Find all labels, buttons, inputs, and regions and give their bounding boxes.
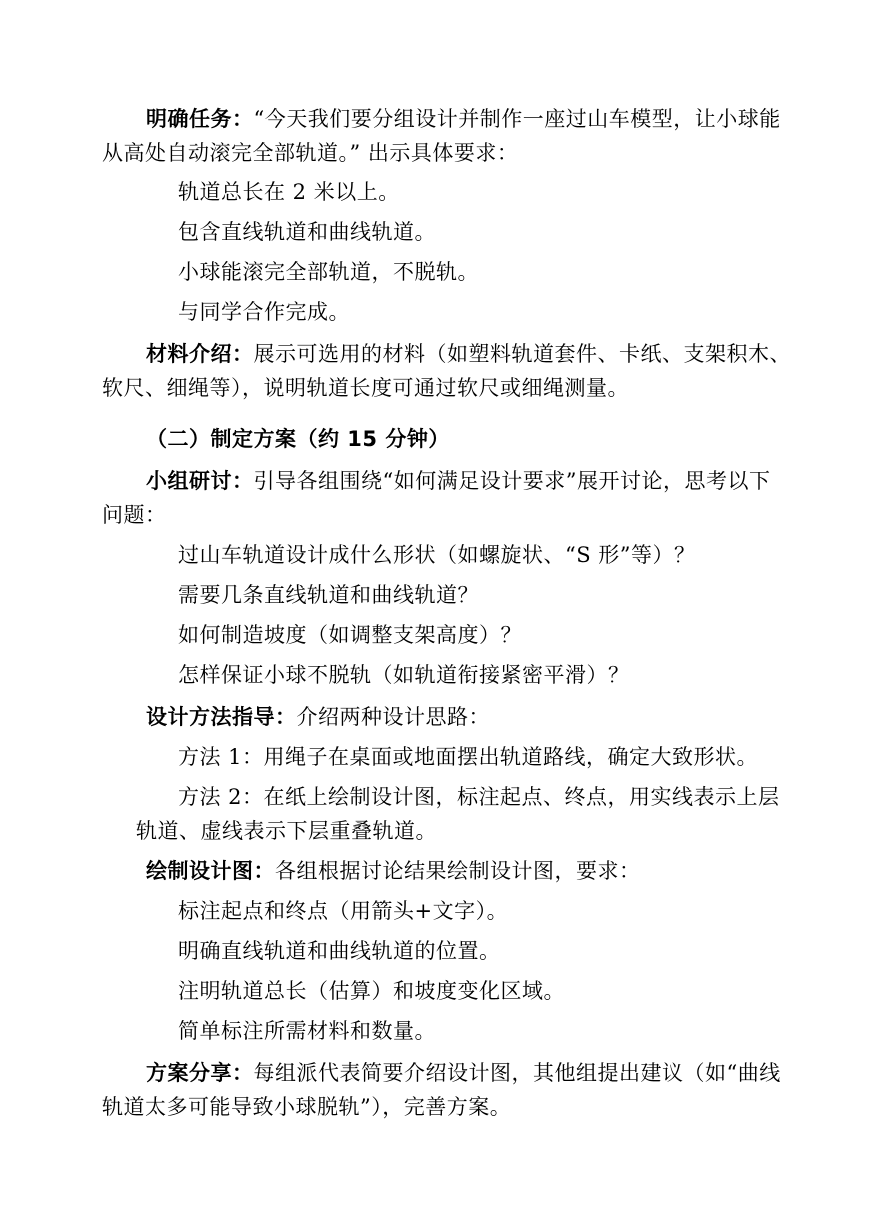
discussion-paragraph-line1 — [146, 466, 770, 496]
requirement-item: 轨道总长在 2 米以上。 — [178, 180, 400, 204]
method-text: 介绍两种设计思路： — [296, 705, 490, 729]
method-2-line2: 轨道、虚线表示下层重叠轨道。 — [136, 819, 437, 843]
drawing-requirement: 明确直线轨道和曲线轨道的位置。 — [178, 939, 501, 963]
task-paragraph-line1 — [146, 104, 781, 134]
drawing-paragraph — [146, 856, 641, 886]
materials-heading: 材料介绍： — [146, 342, 254, 366]
question-item: 过山车轨道设计成什么形状（如螺旋状、“S 形”等）？ — [178, 543, 696, 567]
drawing-requirement: 简单标注所需材料和数量。 — [178, 1019, 436, 1043]
sharing-paragraph-line1 — [146, 1058, 781, 1088]
sharing-text-line2: 轨道太多可能导致小球脱轨”），完善方案。 — [102, 1095, 512, 1119]
task-text-line2: 从高处自动滚完全部轨道。” 出示具体要求： — [102, 141, 519, 165]
materials-text-line2: 软尺、细绳等），说明轨道长度可通过软尺或细绳测量。 — [102, 376, 629, 400]
drawing-requirement: 标注起点和终点（用箭头+文字）。 — [178, 899, 509, 923]
sharing-heading: 方案分享： — [146, 1061, 254, 1085]
drawing-requirement: 注明轨道总长（估算）和坡度变化区域。 — [178, 979, 565, 1003]
method-paragraph — [146, 702, 490, 732]
discussion-text-line1: 引导各组围绕“如何满足设计要求”展开讨论，思考以下 — [253, 469, 771, 493]
sharing-text-line1: 每组派代表简要介绍设计图，其他组提出建议（如“曲线 — [253, 1061, 781, 1085]
section-title: （二）制定方案（约 15 分钟） — [146, 427, 450, 451]
requirement-item: 小球能滚完全部轨道，不脱轨。 — [178, 260, 479, 284]
question-item: 如何制造坡度（如调整支架高度）？ — [178, 623, 522, 647]
materials-paragraph-line1 — [146, 339, 791, 369]
method-heading: 设计方法指导： — [146, 705, 297, 729]
question-item: 需要几条直线轨道和曲线轨道？ — [178, 583, 479, 607]
drawing-heading: 绘制设计图： — [146, 859, 275, 883]
requirement-item: 包含直线轨道和曲线轨道。 — [178, 220, 436, 244]
drawing-text: 各组根据讨论结果绘制设计图，要求： — [275, 859, 641, 883]
task-text-line1: “今天我们要分组设计并制作一座过山车模型，让小球能 — [253, 107, 781, 131]
materials-text-line1: 展示可选用的材料（如塑料轨道套件、卡纸、支架积木、 — [253, 342, 791, 366]
question-item: 怎样保证小球不脱轨（如轨道衔接紧密平滑）？ — [178, 663, 630, 687]
method-1: 方法 1：用绳子在桌面或地面摆出轨道路线，确定大致形状。 — [178, 745, 759, 769]
requirement-item: 与同学合作完成。 — [178, 300, 350, 324]
method-2-line1: 方法 2：在纸上绘制设计图，标注起点、终点，用实线表示上层 — [178, 785, 780, 809]
discussion-text-line2: 问题： — [102, 503, 167, 527]
discussion-heading: 小组研讨： — [146, 469, 254, 493]
task-heading: 明确任务： — [146, 107, 254, 131]
